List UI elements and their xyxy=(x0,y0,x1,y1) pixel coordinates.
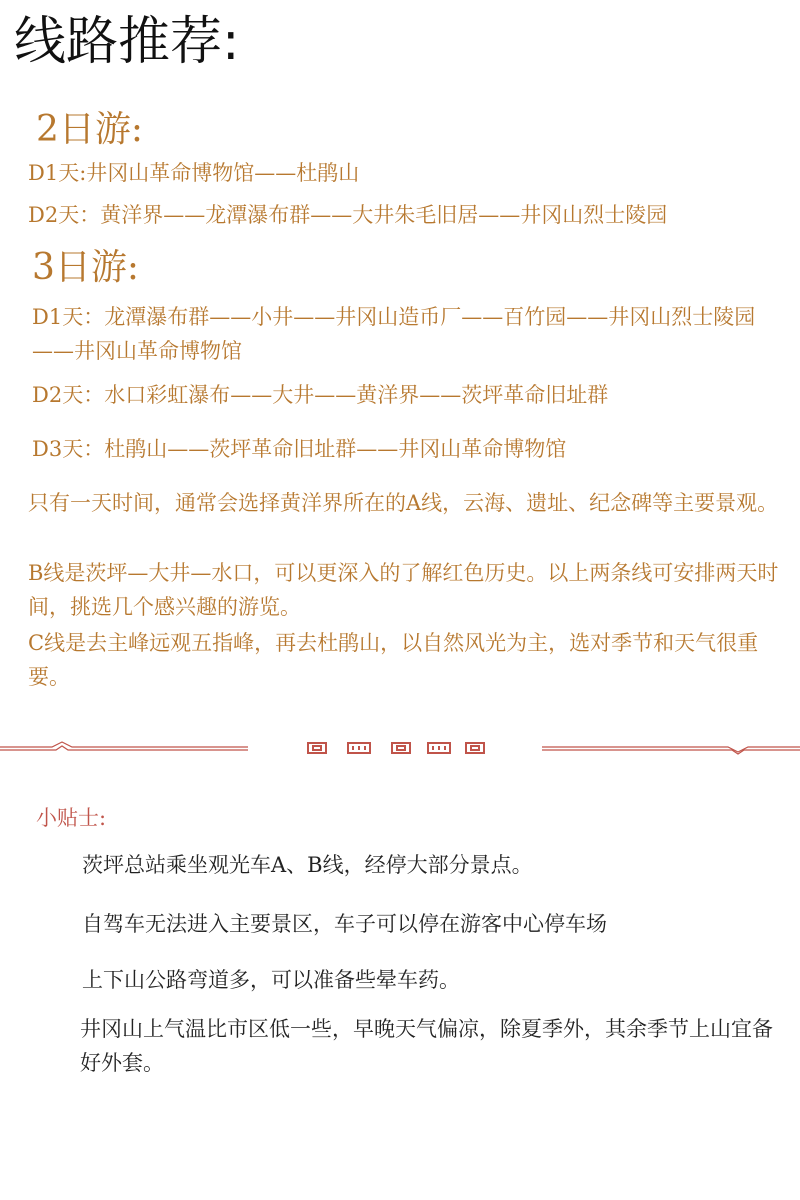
tips-label: 小贴士: xyxy=(36,806,107,830)
two-day-heading: 2日游: xyxy=(36,109,144,150)
tip-item: 井冈山上气温比市区低一些，早晚天气偏凉，除夏季外，其余季节上山宜备好外套。 xyxy=(80,1017,773,1075)
three-day-d1: D1天：龙潭瀑布群——小井——井冈山造币厂——百竹园——井冈山烈士陵园——井冈山革命博物馆 xyxy=(32,305,756,363)
tip-item: 茨坪总站乘坐观光车A、B线，经停大部分景点。 xyxy=(82,853,533,877)
two-day-d2: D2天：黄洋界——龙潭瀑布群——大井朱毛旧居——井冈山烈士陵园 xyxy=(28,203,668,227)
three-day-heading: 3日游: xyxy=(32,247,140,288)
route-note-c: C线是去主峰远观五指峰，再去杜鹃山，以自然风光为主，选对季节和天气很重要。 xyxy=(28,631,759,689)
route-note-b: B线是茨坪—大井—水口，可以更深入的了解红色历史。以上两条线可安排两天时间，挑选几个感兴趣的游览。 xyxy=(28,561,779,619)
tip-item: 自驾车无法进入主要景区，车子可以停在游客中心停车场 xyxy=(82,912,607,936)
page-title: 线路推荐: xyxy=(14,12,240,72)
route-note-a: 只有一天时间，通常会选择黄洋界所在的A线，云海、遗址、纪念碑等主要景观。 xyxy=(28,491,779,515)
tip-item: 上下山公路弯道多，可以准备些晕车药。 xyxy=(82,968,460,992)
ornamental-divider xyxy=(0,740,800,760)
three-day-d2: D2天：水口彩虹瀑布——大井——黄洋界——茨坪革命旧址群 xyxy=(32,383,609,407)
three-day-d3: D3天：杜鹃山——茨坪革命旧址群——井冈山革命博物馆 xyxy=(32,437,567,461)
two-day-d1: D1天:井冈山革命博物馆——杜鹃山 xyxy=(28,161,360,185)
